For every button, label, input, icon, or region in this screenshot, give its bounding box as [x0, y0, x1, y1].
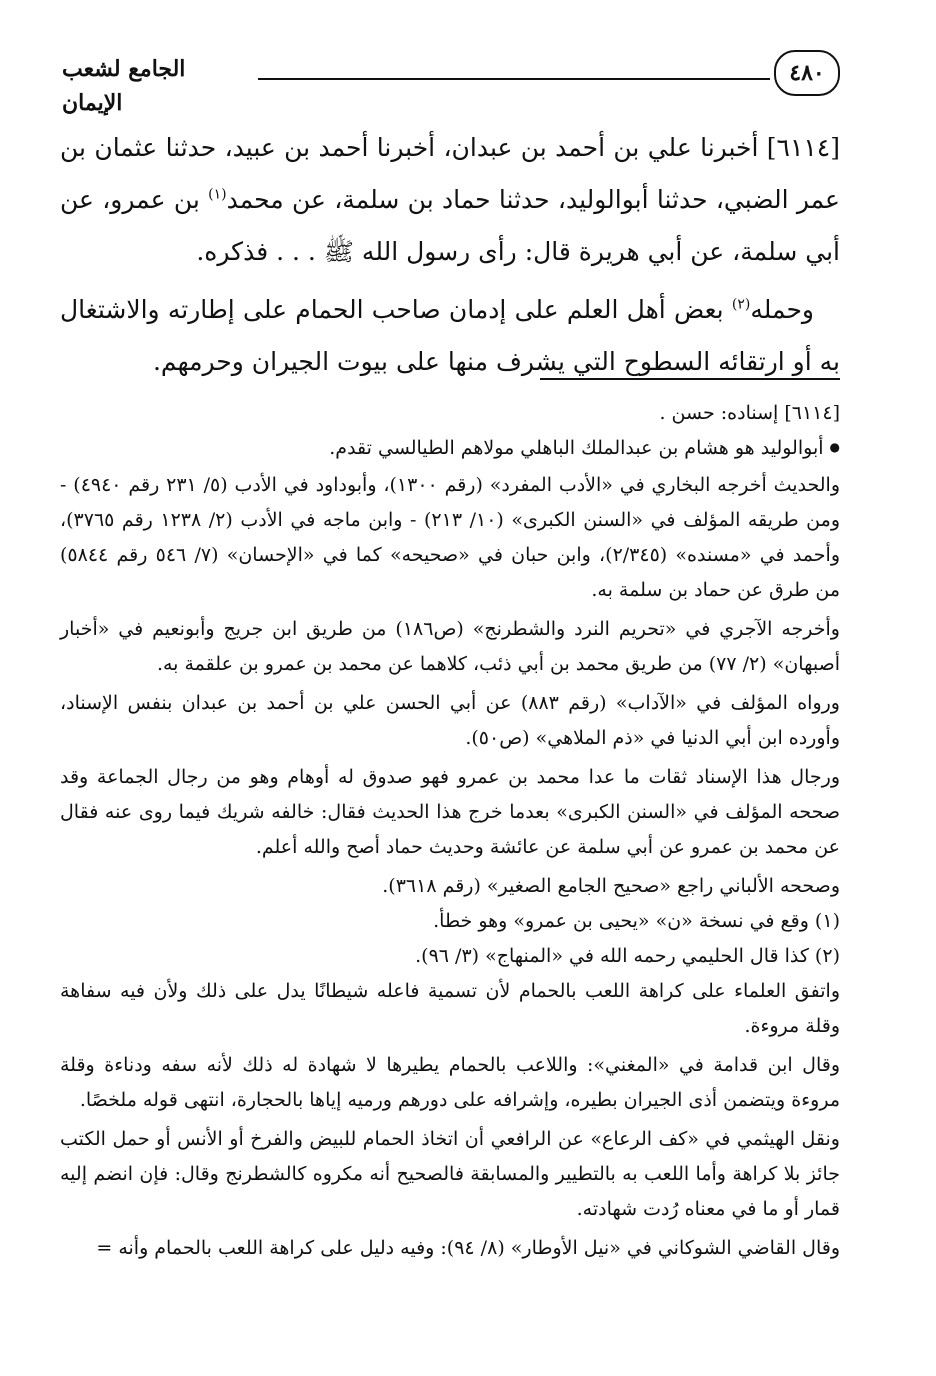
main-text [60, 122, 840, 388]
commentary-note-3: ونقل الهيثمي في «كف الرعاع» عن الرافعي أن اتخاذ الحمام للبيض والفرخ أو الأنس أو حمل الكتب جائز بلا كراهة وأما اللعب به بالتطيير والمسابقة فالصحيح أنه مكروه كالشطرنج وقال: فإن انضم إليه قمار أو ما في معناه رُدت شهادته. [60, 1128, 840, 1220]
commentary-note-4: وقال القاضي الشوكاني في «نيل الأوطار» (٨/ ٩٤): وفيه دليل على كراهة اللعب بالحمام وأنه = [96, 1237, 840, 1259]
narrator-note: ● أبوالوليد هو هشام بن عبدالملك الباهلي مولاهم الطيالسي تقدم. [60, 431, 840, 468]
header-rule [258, 78, 770, 80]
page-header [62, 44, 840, 116]
page-number: ٤٨٠ [774, 50, 840, 96]
commentary-text: بعض أهل العلم على إدمان صاحب الحمام على إطارته والاشتغال به أو ارتقائه السطوح التي يشرف منها على بيوت الجيران وحرمهم. [60, 295, 840, 376]
commentary-note-2: وقال ابن قدامة في «المغني»: واللاعب بالحمام يطيرها لا شهادة له ذلك لأنه سفه ودناءة وقلة مروءة ويتضمن أذى الجيران بطيره، وإشرافه على دورهم ورميه إياها بالحجارة، انتهى قوله ملخصًا. [60, 1054, 840, 1111]
hadith-text-continued: بن عمرو، عن أبي سلمة، عن أبي هريرة قال: رأى رسول الله ﷺ . . . فذكره. [60, 185, 840, 266]
takhrij-note-1: والحديث أخرجه البخاري في «الأدب المفرد» (رقم ١٣٠٠)، وأبوداود في الأدب (٥/ ٢٣١ رقم ٤٩٤٠) - ومن طريقه المؤلف في «السنن الكبرى» (١٠/ ٢١٣) - وابن ماجه في الأدب (٢/ ١٢٣٨ رقم ٣٧٦٥)، وأحمد في «مسنده» (٢/٣٤٥)، وابن حبان في «صحيحه» كما في «الإحسان» (٧/ ٥٤٦ رقم ٥٨٤٤) من طرق عن حماد بن سلمة به. [60, 474, 840, 601]
isnad-grade: [٦١١٤] إسناده: حسن . [659, 402, 840, 424]
hadith-paragraph [60, 122, 840, 278]
notes-section [60, 396, 840, 1270]
footnote-ref-1: (١) [208, 186, 227, 203]
commentary-paragraph [60, 284, 840, 388]
takhrij-note-4: ورجال هذا الإسناد ثقات ما عدا محمد بن عمرو فهو صدوق له أوهام وهو من رجال الجماعة وقد صححه المؤلف في «السنن الكبرى» بعدما خرج هذا الحديث فقال: خالفه شريك فيما روى عنه فقال عن محمد بن عمرو عن أبي سلمة عن عائشة وحديث حماد أصح والله أعلم. [60, 766, 840, 858]
takhrij-note-5: وصححه الألباني راجع «صحيح الجامع الصغير» (رقم ٣٦١٨). [382, 875, 840, 897]
commentary-start: وحمله [750, 295, 814, 324]
hadith-text: [٦١١٤] أخبرنا علي بن أحمد بن عبدان، أخبرنا أحمد بن عبيد، حدثنا عثمان بن عمر الضبي، حدثنا أبوالوليد، حدثنا حماد بن سلمة، عن محمد [60, 133, 840, 214]
takhrij-note-2: وأخرجه الآجري في «تحريم النرد والشطرنج» (ص١٨٦) من طريق ابن جريج وأبونعيم في «أخبار أصبهان» (٢/ ٧٧) من طريق محمد بن أبي ذئب، كلاهما عن محمد بن عمرو بن علقمة به. [60, 618, 840, 675]
footnote-1: (١) وقع في نسخة «ن» «يحيى بن عمرو» وهو خطأ. [433, 910, 840, 932]
footnote-separator [540, 378, 840, 380]
footnote-2: (٢) كذا قال الحليمي رحمه الله في «المنهاج» (٣/ ٩٦). [415, 945, 840, 967]
book-title: الجامع لشعب الإيمان [62, 56, 186, 116]
takhrij-note-3: ورواه المؤلف في «الآداب» (رقم ٨٨٣) عن أبي الحسن علي بن أحمد بن عبدان بنفس الإسناد، وأورده ابن أبي الدنيا في «ذم الملاهي» (ص٥٠). [60, 692, 840, 749]
commentary-note-1: واتفق العلماء على كراهة اللعب بالحمام لأن تسمية فاعله شيطانًا يدل على ذلك ولأن فيه سفاهة وقلة مروءة. [60, 980, 840, 1037]
footnote-ref-2: (٢) [731, 296, 751, 313]
